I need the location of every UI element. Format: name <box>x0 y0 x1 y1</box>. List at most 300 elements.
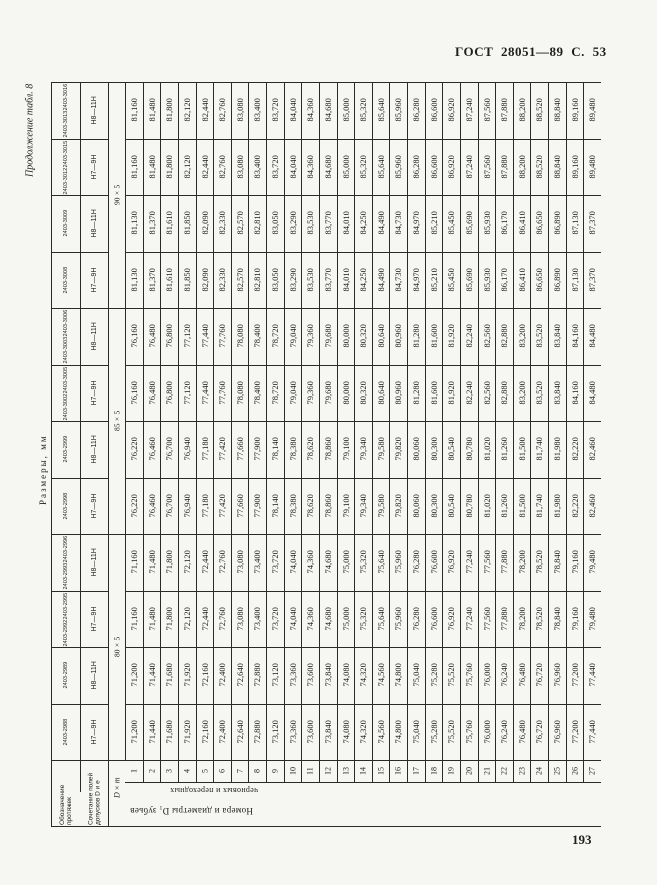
table-cell: 79,580 <box>375 494 386 518</box>
column-tolerance: H7—9H <box>91 606 98 632</box>
designation-code: 2403-3008 <box>63 266 69 294</box>
table-cell: 76,920 <box>446 550 457 574</box>
row-number: 6 <box>217 769 227 774</box>
table-cell: 74,800 <box>393 663 404 687</box>
column-designation <box>52 421 80 478</box>
row-number: 8 <box>252 769 262 774</box>
table-cell: 75,040 <box>410 663 421 687</box>
table-rule <box>495 82 496 782</box>
column-tolerance: H7—9H <box>91 493 98 519</box>
table-cell: 74,680 <box>322 550 333 574</box>
table-cell: 75,280 <box>428 720 439 744</box>
designation-code: 2403-2992 <box>63 618 69 646</box>
table-cell: 82,760 <box>216 155 227 179</box>
column-designation <box>52 308 80 365</box>
row-number: 22 <box>499 767 509 776</box>
table-cell: 71,680 <box>164 663 175 687</box>
table-cell: 78,400 <box>252 324 263 348</box>
table-cell: 74,560 <box>375 663 386 687</box>
designation-code: 2403-3002 <box>63 392 69 420</box>
row-number: 14 <box>358 767 368 776</box>
table-cell: 78,380 <box>287 494 298 518</box>
table-cell: 89,160 <box>569 98 580 122</box>
table-cell: 73,840 <box>322 720 333 744</box>
table-cell: 80,640 <box>375 381 386 405</box>
row-number: 10 <box>287 767 297 776</box>
table-cell: 72,120 <box>181 550 192 574</box>
column-designation <box>52 591 80 648</box>
table-rule <box>51 478 108 479</box>
designation-code: 2403-2988 <box>63 718 69 746</box>
table-cell: 76,940 <box>181 494 192 518</box>
table-cell: 81,920 <box>446 324 457 348</box>
table-cell: 84,970 <box>410 211 421 235</box>
table-cell: 78,840 <box>551 550 562 574</box>
table-cell: 77,760 <box>216 324 227 348</box>
table-rule <box>425 82 426 782</box>
table-cell: 86,410 <box>516 268 527 292</box>
table-cell: 71,160 <box>128 550 139 574</box>
table-cell: 81,850 <box>181 268 192 292</box>
table-cell: 79,820 <box>393 494 404 518</box>
table-cell: 76,480 <box>146 324 157 348</box>
table-cell: 78,860 <box>322 437 333 461</box>
table-cell: 89,160 <box>569 155 580 179</box>
table-rule <box>442 82 443 782</box>
table-rule <box>566 82 567 782</box>
table-cell: 83,200 <box>516 324 527 348</box>
table-cell: 74,360 <box>305 550 316 574</box>
table-cell: 88,520 <box>534 155 545 179</box>
row-number: 3 <box>164 769 174 774</box>
table-cell: 75,640 <box>375 607 386 631</box>
table-cell: 85,210 <box>428 211 439 235</box>
table-cell: 76,480 <box>516 720 527 744</box>
table-cell: 74,320 <box>357 663 368 687</box>
table-cell: 72,640 <box>234 663 245 687</box>
table-cell: 87,240 <box>463 155 474 179</box>
table-cell: 72,160 <box>199 720 210 744</box>
table-cell: 71,480 <box>146 550 157 574</box>
table-cell: 80,060 <box>410 494 421 518</box>
table-cell: 81,020 <box>481 437 492 461</box>
table-cell: 72,120 <box>181 607 192 631</box>
designation-code: 2403-3009 <box>63 209 69 237</box>
table-cell: 77,880 <box>499 550 510 574</box>
table-cell: 84,040 <box>287 155 298 179</box>
group-label: 90×5 <box>112 184 122 206</box>
row-number: 5 <box>199 769 209 774</box>
table-cell: 86,600 <box>428 155 439 179</box>
table-cell: 74,040 <box>287 607 298 631</box>
table-cell: 87,560 <box>481 98 492 122</box>
table-cell: 74,080 <box>340 720 351 744</box>
table-cell: 71,200 <box>128 720 139 744</box>
row-number: 11 <box>305 767 315 776</box>
table-cell: 83,290 <box>287 211 298 235</box>
table-cell: 75,040 <box>410 720 421 744</box>
table-cell: 84,680 <box>322 98 333 122</box>
table-cell: 78,380 <box>287 437 298 461</box>
table-cell: 82,440 <box>199 155 210 179</box>
table-cell: 77,660 <box>234 494 245 518</box>
table-cell: 74,360 <box>305 607 316 631</box>
table-cell: 85,450 <box>446 268 457 292</box>
designation-code: 2403-2999 <box>63 435 69 463</box>
table-cell: 81,160 <box>128 155 139 179</box>
table-cell: 84,360 <box>305 98 316 122</box>
row-number: 24 <box>534 767 544 776</box>
table-cell: 85,000 <box>340 155 351 179</box>
table-cell: 77,440 <box>199 324 210 348</box>
table-cell: 78,840 <box>551 607 562 631</box>
table-cell: 81,480 <box>146 98 157 122</box>
designation-code: 2403-2995 <box>63 591 69 619</box>
table-cell: 71,200 <box>128 663 139 687</box>
group-label: 85×5 <box>112 410 122 432</box>
table-cell: 83,720 <box>269 155 280 179</box>
table-cell: 73,400 <box>252 550 263 574</box>
table-cell: 82,090 <box>199 211 210 235</box>
table-cell: 79,100 <box>340 437 351 461</box>
table-cell: 84,480 <box>587 381 598 405</box>
table-cell: 83,840 <box>551 324 562 348</box>
table-rule <box>478 82 479 782</box>
table-cell: 74,040 <box>287 550 298 574</box>
table-cell: 82,220 <box>569 437 580 461</box>
table-cell: 81,370 <box>146 211 157 235</box>
designation-code: 2403-3006 <box>63 309 69 337</box>
table-cell: 76,220 <box>128 437 139 461</box>
table-cell: 73,360 <box>287 720 298 744</box>
column-designation <box>52 139 80 196</box>
column-tolerance: H8—11H <box>91 209 98 238</box>
column-designation <box>52 82 80 139</box>
table-cell: 72,880 <box>252 663 263 687</box>
table-cell: 72,880 <box>252 720 263 744</box>
table-rule <box>51 252 108 253</box>
table-cell: 79,480 <box>587 550 598 574</box>
table-cell: 76,000 <box>481 663 492 687</box>
column-designation <box>52 534 80 591</box>
table-cell: 80,780 <box>463 494 474 518</box>
table-cell: 78,200 <box>516 550 527 574</box>
table-cell: 80,540 <box>446 494 457 518</box>
table-cell: 76,800 <box>164 324 175 348</box>
table-rule <box>354 82 355 782</box>
table-cell: 79,160 <box>569 550 580 574</box>
table-cell: 76,600 <box>428 550 439 574</box>
table-cell: 81,500 <box>516 437 527 461</box>
table-cell: 82,460 <box>587 437 598 461</box>
table-cell: 76,480 <box>516 663 527 687</box>
column-tolerance: H7—9H <box>91 154 98 180</box>
table-cell: 75,760 <box>463 663 474 687</box>
row-number: 2 <box>146 769 156 774</box>
running-header: ГОСТ 28051—89 С. 53 <box>455 44 607 59</box>
table-cell: 86,280 <box>410 98 421 122</box>
table-cell: 84,160 <box>569 381 580 405</box>
table-cell: 81,980 <box>551 494 562 518</box>
table-cell: 87,130 <box>569 268 580 292</box>
table-cell: 83,050 <box>269 268 280 292</box>
column-designation <box>52 195 80 252</box>
table-cell: 80,320 <box>357 381 368 405</box>
table-rule <box>51 139 108 140</box>
table-cell: 85,690 <box>463 268 474 292</box>
table-cell: 82,880 <box>499 381 510 405</box>
table-cell: 79,480 <box>587 607 598 631</box>
table-cell: 86,280 <box>410 155 421 179</box>
table-cell: 87,370 <box>587 268 598 292</box>
table-cell: 86,650 <box>534 268 545 292</box>
table-cell: 87,130 <box>569 211 580 235</box>
table-rule <box>548 82 549 782</box>
table-cell: 84,490 <box>375 268 386 292</box>
table-cell: 71,800 <box>164 607 175 631</box>
table-cell: 82,090 <box>199 268 210 292</box>
table-cell: 85,320 <box>357 98 368 122</box>
table-cell: 76,460 <box>146 494 157 518</box>
table-cell: 78,520 <box>534 607 545 631</box>
table-cell: 78,140 <box>269 437 280 461</box>
table-cell: 74,800 <box>393 720 404 744</box>
table-rule <box>51 591 108 592</box>
table-cell: 76,160 <box>128 324 139 348</box>
row-number: 27 <box>587 767 597 776</box>
table-cell: 72,400 <box>216 663 227 687</box>
table-cell: 81,600 <box>428 381 439 405</box>
table-cell: 84,160 <box>569 324 580 348</box>
table-cell: 76,280 <box>410 550 421 574</box>
table-cell: 75,320 <box>357 607 368 631</box>
table-cell: 82,460 <box>587 494 598 518</box>
table-cell: 82,240 <box>463 381 474 405</box>
table-cell: 77,560 <box>481 550 492 574</box>
table-cell: 84,480 <box>587 324 598 348</box>
table-cell: 82,440 <box>199 98 210 122</box>
row-number: 1 <box>129 769 139 774</box>
designation-code: 2403-2989 <box>63 661 69 689</box>
column-tolerance: H7—9H <box>91 267 98 293</box>
table-rule <box>178 82 179 782</box>
group-label: 80×5 <box>112 636 122 658</box>
table-cell: 84,010 <box>340 268 351 292</box>
table-cell: 77,900 <box>252 437 263 461</box>
table-cell: 76,920 <box>446 607 457 631</box>
column-tolerance: H8—11H <box>91 96 98 125</box>
table-cell: 78,140 <box>269 494 280 518</box>
table-continuation-caption: Продолжение табл. 8 <box>24 83 36 177</box>
table-cell: 87,880 <box>499 155 510 179</box>
table-cell: 85,930 <box>481 268 492 292</box>
table-rule <box>407 82 408 782</box>
table-cell: 81,130 <box>128 211 139 235</box>
table-cell: 81,160 <box>128 98 139 122</box>
column-designation <box>52 252 80 309</box>
table-cell: 80,300 <box>428 494 439 518</box>
table-cell: 76,700 <box>164 437 175 461</box>
table-cell: 79,680 <box>322 324 333 348</box>
table-cell: 75,760 <box>463 720 474 744</box>
table-cell: 84,360 <box>305 155 316 179</box>
table-cell: 76,160 <box>128 381 139 405</box>
table-cell: 86,600 <box>428 98 439 122</box>
table-cell: 76,800 <box>164 381 175 405</box>
table-cell: 85,690 <box>463 211 474 235</box>
table-cell: 78,620 <box>305 494 316 518</box>
table-cell: 75,280 <box>428 663 439 687</box>
table-cell: 71,920 <box>181 720 192 744</box>
designation-code: 2403-3012 <box>63 166 69 194</box>
table-cell: 81,800 <box>164 155 175 179</box>
table-cell: 77,240 <box>463 550 474 574</box>
table-cell: 77,180 <box>199 437 210 461</box>
table-cell: 72,760 <box>216 550 227 574</box>
table-cell: 82,760 <box>216 98 227 122</box>
table-cell: 71,440 <box>146 663 157 687</box>
table-cell: 84,680 <box>322 155 333 179</box>
table-cell: 79,100 <box>340 494 351 518</box>
table-rule <box>196 82 197 782</box>
table-cell: 73,720 <box>269 607 280 631</box>
table-cell: 77,760 <box>216 381 227 405</box>
table-cell: 82,560 <box>481 324 492 348</box>
table-cell: 87,560 <box>481 155 492 179</box>
column-designation <box>52 365 80 422</box>
table-cell: 77,200 <box>569 720 580 744</box>
table-cell: 76,720 <box>534 720 545 744</box>
table-cell: 81,280 <box>410 381 421 405</box>
row-number: 12 <box>323 767 333 776</box>
table-cell: 75,000 <box>340 550 351 574</box>
table-cell: 76,940 <box>181 437 192 461</box>
table-cell: 86,890 <box>551 268 562 292</box>
table-cell: 74,680 <box>322 607 333 631</box>
table-cell: 79,340 <box>357 437 368 461</box>
table-cell: 73,360 <box>287 663 298 687</box>
table-cell: 75,320 <box>357 550 368 574</box>
table-cell: 74,560 <box>375 720 386 744</box>
sizes-caption: Размеры, мм <box>38 434 48 506</box>
table-rule <box>125 782 601 783</box>
table-cell: 85,450 <box>446 211 457 235</box>
table-cell: 81,480 <box>146 155 157 179</box>
row-number: 9 <box>270 769 280 774</box>
table-cell: 82,330 <box>216 211 227 235</box>
table-cell: 83,080 <box>234 155 245 179</box>
table-cell: 79,580 <box>375 437 386 461</box>
table-cell: 86,920 <box>446 98 457 122</box>
table-cell: 86,890 <box>551 211 562 235</box>
table-cell: 77,120 <box>181 324 192 348</box>
table-cell: 82,880 <box>499 324 510 348</box>
table-cell: 73,120 <box>269 663 280 687</box>
table-cell: 71,800 <box>164 550 175 574</box>
table-cell: 80,300 <box>428 437 439 461</box>
dxm-label: D×m <box>112 777 122 799</box>
table-cell: 83,200 <box>516 381 527 405</box>
table-cell: 77,240 <box>463 607 474 631</box>
table-cell: 75,000 <box>340 607 351 631</box>
table-cell: 88,520 <box>534 98 545 122</box>
row-number: 25 <box>552 767 562 776</box>
table-cell: 88,200 <box>516 155 527 179</box>
table-cell: 86,170 <box>499 268 510 292</box>
table-cell: 76,280 <box>410 607 421 631</box>
table-rule <box>160 82 161 782</box>
table-cell: 85,210 <box>428 268 439 292</box>
row-number: 21 <box>481 767 491 776</box>
column-tolerance: H8—11H <box>91 322 98 351</box>
table-cell: 80,000 <box>340 324 351 348</box>
table-rule <box>231 82 232 782</box>
table-cell: 87,370 <box>587 211 598 235</box>
table-cell: 82,560 <box>481 381 492 405</box>
table-cell: 75,520 <box>446 720 457 744</box>
table-rule <box>51 704 108 705</box>
designation-code: 2403-2993 <box>63 562 69 590</box>
table-cell: 76,700 <box>164 494 175 518</box>
table-cell: 87,880 <box>499 98 510 122</box>
row-number: 4 <box>182 769 192 774</box>
table-cell: 76,240 <box>499 720 510 744</box>
table-cell: 71,480 <box>146 607 157 631</box>
table-cell: 85,640 <box>375 98 386 122</box>
table-cell: 75,960 <box>393 550 404 574</box>
table-cell: 76,480 <box>146 381 157 405</box>
table-cell: 77,120 <box>181 381 192 405</box>
table-rule <box>337 82 338 782</box>
table-cell: 76,960 <box>551 720 562 744</box>
table-cell: 85,960 <box>393 98 404 122</box>
table-cell: 76,720 <box>534 663 545 687</box>
table-cell: 83,720 <box>269 98 280 122</box>
table-cell: 72,440 <box>199 550 210 574</box>
table-cell: 78,620 <box>305 437 316 461</box>
table-cell: 89,480 <box>587 155 598 179</box>
table-cell: 82,810 <box>252 268 263 292</box>
row-number: 17 <box>411 767 421 776</box>
table-cell: 77,200 <box>569 663 580 687</box>
table-cell: 84,250 <box>357 211 368 235</box>
table-cell: 80,640 <box>375 324 386 348</box>
table-cell: 73,600 <box>305 663 316 687</box>
table-cell: 72,760 <box>216 607 227 631</box>
table-rule <box>301 82 302 782</box>
table-cell: 73,080 <box>234 607 245 631</box>
table-cell: 81,370 <box>146 268 157 292</box>
table-cell: 82,570 <box>234 211 245 235</box>
teeth-label-line2: черновых и переходных <box>170 786 259 795</box>
table-cell: 77,440 <box>199 381 210 405</box>
table-cell: 81,980 <box>551 437 562 461</box>
table-cell: 73,840 <box>322 663 333 687</box>
table-cell: 81,800 <box>164 98 175 122</box>
table-cell: 80,000 <box>340 381 351 405</box>
designation-stub-label: Обозначение протяжек <box>59 784 73 825</box>
tolerance-stub-label: Сочетание полей допусков D и e <box>87 772 102 825</box>
table-cell: 76,460 <box>146 437 157 461</box>
table-cell: 81,260 <box>499 437 510 461</box>
table-cell: 71,440 <box>146 720 157 744</box>
table-cell: 83,770 <box>322 211 333 235</box>
table-cell: 82,330 <box>216 268 227 292</box>
table-cell: 81,920 <box>446 381 457 405</box>
table-rule <box>583 82 584 782</box>
table-cell: 85,960 <box>393 155 404 179</box>
table-cell: 77,420 <box>216 494 227 518</box>
